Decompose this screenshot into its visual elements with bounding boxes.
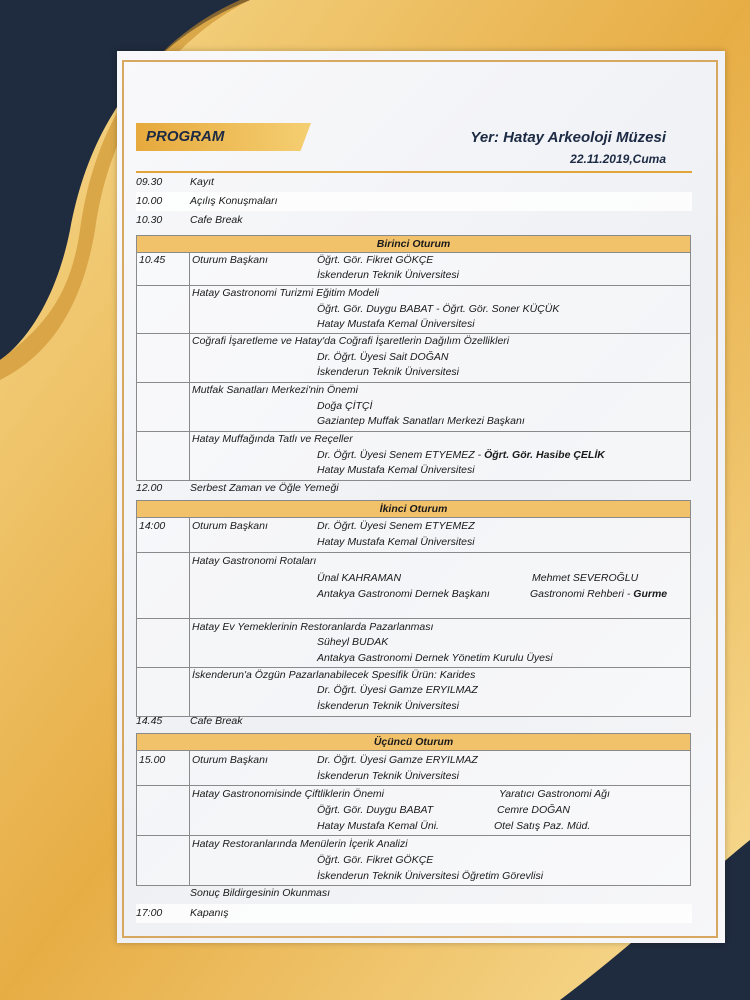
talk-title: Hatay Restoranlarında Menülerin İçerik Analizi	[192, 838, 408, 850]
chair-label: Oturum Başkanı	[192, 254, 268, 266]
chair-affiliation: Hatay Mustafa Kemal Üniversitesi	[317, 536, 475, 548]
talk-title: Hatay Muffağında Tatlı ve Reçeller	[192, 433, 353, 445]
talk-title: Hatay Gastronomi Rotaları	[192, 555, 317, 567]
schedule-row	[136, 479, 692, 498]
schedule-row	[136, 211, 692, 230]
break-row-wrap	[136, 712, 692, 731]
row-text: Cafe Break	[190, 715, 243, 727]
talk-affiliation: Antakya Gastronomi Dernek Başkanı	[317, 588, 490, 600]
talk-affiliation: İskenderun Teknik Üniversitesi	[317, 700, 460, 712]
talk-speakers: Dr. Öğrt. Üyesi Senem ETYEMEZ - Öğrt. Gör. Hasibe ÇELİK	[317, 449, 605, 461]
chair-time: 14:00	[139, 520, 166, 532]
session2-chair-cell	[137, 518, 690, 553]
program-label: PROGRAM	[146, 128, 225, 145]
lunch-row-wrap	[136, 479, 692, 498]
opening-rows	[136, 173, 692, 230]
row-text: Açılış Konuşmaları	[190, 195, 278, 207]
chair-name: Dr. Öğrt. Üyesi Senem ETYEMEZ	[317, 520, 475, 532]
talk-speaker: Cemre DOĞAN	[497, 804, 570, 816]
talk-affiliation: Otel Satış Paz. Müd.	[494, 820, 591, 832]
row-text: Kapanış	[190, 907, 229, 919]
talk-title: Hatay Gastronomi Turizmi Eğitim Modeli	[192, 287, 380, 299]
chair-label: Oturum Başkanı	[192, 520, 268, 532]
session2-talk	[137, 619, 690, 668]
row-time: 10.00	[136, 195, 163, 207]
row-text: Cafe Break	[190, 214, 243, 226]
session2-table	[136, 500, 691, 717]
schedule-row	[136, 192, 692, 211]
session1-talk	[137, 383, 690, 432]
session2-title: İkinci Oturum	[137, 501, 690, 518]
talk-title: Hatay Gastronomisinde Çiftliklerin Önemi	[192, 788, 384, 800]
schedule-row	[136, 712, 692, 731]
session3-talk	[137, 836, 690, 885]
talk-speaker: Mehmet SEVEROĞLU	[532, 572, 639, 584]
talk-affiliation: Hatay Mustafa Kemal Üni.	[317, 820, 439, 832]
event-date: 22.11.2019,Cuma	[570, 152, 666, 166]
talk-affiliation: İskenderun Teknik Üniversitesi Öğretim Görevlisi	[317, 870, 544, 882]
session2-talk	[137, 668, 690, 716]
talk-title: İskenderun'a Özgün Pazarlanabilecek Spesifik Ürün: Karides	[192, 669, 476, 681]
schedule-row	[136, 173, 692, 192]
talk-title: Mutfak Sanatları Merkezi'nin Önemi	[192, 384, 358, 396]
schedule-row	[136, 904, 692, 923]
row-time: 14.45	[136, 715, 163, 727]
talk-affiliation: Hatay Mustafa Kemal Üniversitesi	[317, 464, 475, 476]
talk-affiliation: Gaziantep Muffak Sanatları Merkezi Başkanı	[317, 415, 525, 427]
talk-speakers: Dr. Öğrt. Üyesi Gamze ERYILMAZ	[317, 684, 478, 696]
chair-name: Öğrt. Gör. Fikret GÖKÇE	[317, 254, 434, 266]
talk-speaker: Öğrt. Gör. Duygu BABAT	[317, 804, 434, 816]
talk-title-right: Yaratıcı Gastronomi Ağı	[499, 788, 610, 800]
row-time: 12.00	[136, 482, 163, 494]
chair-name: Dr. Öğrt. Üyesi Gamze ERYILMAZ	[317, 754, 478, 766]
row-text: Serbest Zaman ve Öğle Yemeği	[190, 482, 339, 494]
session3-title: Üçüncü Oturum	[137, 734, 690, 751]
closing-rows	[136, 884, 692, 923]
session1-talk	[137, 286, 690, 334]
chair-time: 15.00	[139, 754, 166, 766]
talk-title: Coğrafi İşaretleme ve Hatay'da Coğrafi İşaretlerin Dağılım Özellikleri	[192, 335, 510, 347]
row-time: 17:00	[136, 907, 163, 919]
talk-affiliation: Gastronomi Rehberi - Gurme	[530, 588, 668, 600]
session3-talk	[137, 786, 690, 836]
talk-affiliation: Hatay Mustafa Kemal Üniversitesi	[317, 318, 475, 330]
row-time: 09.30	[136, 176, 163, 188]
venue-title: Yer: Hatay Arkeoloji Müzesi	[470, 129, 666, 146]
session1-title: Birinci Oturum	[137, 236, 690, 253]
session1-table	[136, 235, 691, 481]
session1-talk	[137, 432, 690, 480]
chair-affiliation: İskenderun Teknik Üniversitesi	[317, 269, 460, 281]
session3-table	[136, 733, 691, 886]
row-time: 10.30	[136, 214, 163, 226]
talk-speakers: Öğrt. Gör. Duygu BABAT - Öğrt. Gör. Soner KÜÇÜK	[317, 303, 560, 315]
session2-talk	[137, 553, 690, 619]
session3-chair-cell	[137, 751, 690, 786]
row-text: Kayıt	[190, 176, 214, 188]
talk-speakers: Dr. Öğrt. Üyesi Sait DOĞAN	[317, 351, 449, 363]
talk-speaker: Ünal KAHRAMAN	[317, 572, 402, 584]
chair-label: Oturum Başkanı	[192, 754, 268, 766]
session1-talk	[137, 334, 690, 383]
talk-title: Hatay Ev Yemeklerinin Restoranlarda Pazarlanması	[192, 621, 434, 633]
schedule-row	[136, 884, 692, 903]
talk-speakers: Öğrt. Gör. Fikret GÖKÇE	[317, 854, 434, 866]
talk-affiliation: Antakya Gastronomi Dernek Yönetim Kurulu Üyesi	[317, 652, 553, 664]
talk-speakers: Süheyl BUDAK	[317, 636, 389, 648]
row-text: Sonuç Bildirgesinin Okunması	[190, 887, 331, 899]
talk-speakers: Doğa ÇİTÇİ	[317, 400, 373, 412]
chair-affiliation: İskenderun Teknik Üniversitesi	[317, 770, 460, 782]
session1-chair-cell	[137, 253, 690, 286]
chair-time: 10.45	[139, 254, 166, 266]
talk-affiliation: İskenderun Teknik Üniversitesi	[317, 366, 460, 378]
